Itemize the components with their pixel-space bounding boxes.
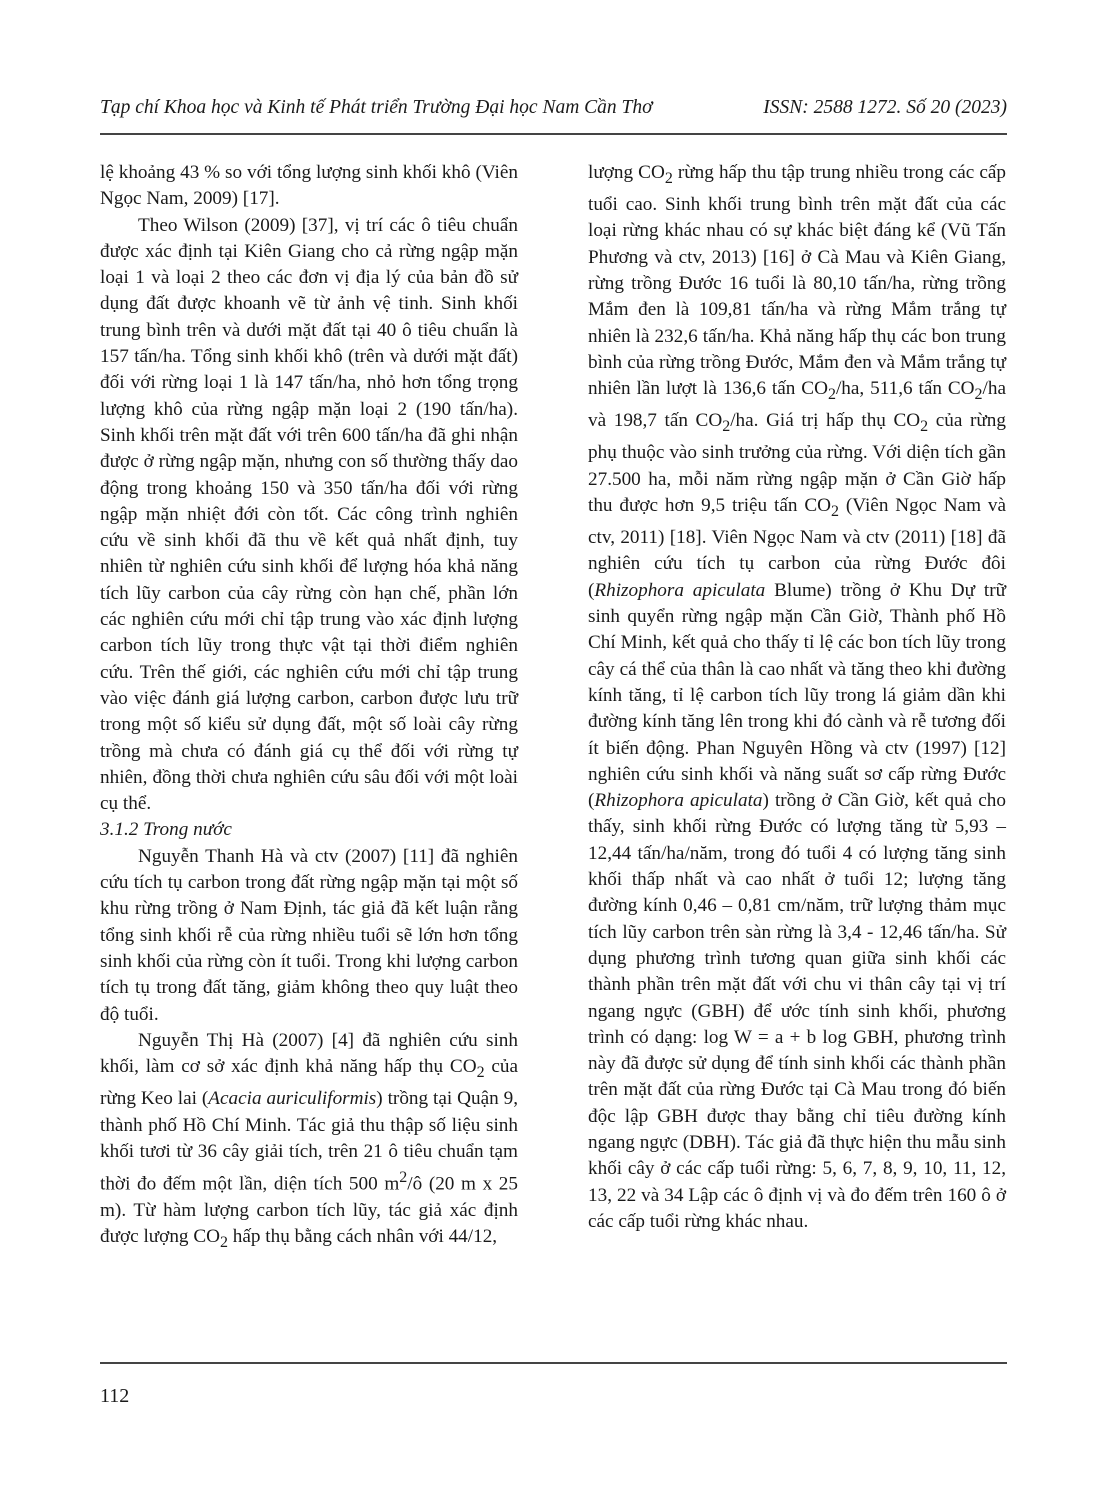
section-subheading: 3.1.2 Trong nước <box>100 819 232 841</box>
header-rule <box>100 133 1007 135</box>
journal-title: Tạp chí Khoa học và Kinh tế Phát triển Trường Đại học Nam Cần Thơ <box>100 97 653 118</box>
left-column <box>100 160 518 1256</box>
running-header <box>100 96 1007 120</box>
footer-rule <box>100 1362 1007 1364</box>
issn-issue: ISSN: 2588 1272. Số 20 (2023) <box>763 97 1007 118</box>
page-number: 112 <box>100 1385 130 1407</box>
paragraph: Nguyễn Thị Hà (2007) [4] đã nghiên cứu sinh khối, làm cơ sở xác định khả năng hấp thụ $CO_2$ của rừng Keo lai (Acacia auriculiformis) trồng tại Quận 9, thành phố Hồ Chí Minh. Tác giả thu thập số liệu sinh khối tươi từ 36 cây giải tích, trên 21 ô tiêu chuẩn tạm thời đo đếm một lần, diện tích 500 $m^2/ô$ (20 m x 25 m). Từ hàm lượng carbon tích lũy, tác giả xác định được lượng $CO_2$ hấp thụ bằng cách nhân với 44/12, <box>100 1029 518 1251</box>
paragraph: Theo Wilson (2009) [37], vị trí các ô tiêu chuẩn được xác định tại Kiên Giang cho cả rừng ngập mặn loại 1 và loại 2 theo các đơn vị địa lý của bản đồ sử dụng đất được khoanh vẽ từ ảnh vệ tinh. Sinh khối trung bình trên và dưới mặt đất tại 40 ô tiêu chuẩn là 157 tấn/ha. Tổng sinh khối khô (trên và dưới mặt đất) đối với rừng loại 1 là 147 tấn/ha, nhỏ hơn tổng trọng lượng khô của rừng ngập mặn loại 2 (190 tấn/ha). Sinh khối trên mặt đất với trên 600 tấn/ha đã ghi nhận được ở rừng ngập mặn, nhưng con số thường thấy dao động trong khoảng 150 và 350 tấn/ha đối với rừng ngập mặn nhiệt đới còn tốt. Các công trình nghiên cứu về sinh khối đã thu về kết quả nhất định, tuy nhiên từ nghiên cứu sinh khối để lượng hóa khả năng tích lũy carbon của cây rừng còn hạn chế, phần lớn các nghiên cứu mới chỉ tập trung vào xác định lượng carbon tích lũy trong thực vật tại thời điểm nghiên cứu. Trên thế giới, các nghiên cứu mới chỉ tập trung vào việc đánh giá lượng carbon, carbon được lưu trữ trong một số kiểu sử dụng đất, một số loài cây rừng trồng mà chưa có đánh giá cụ thể đối với rừng tự nhiên, đồng thời chưa nghiên cứu sâu đối với một loài cụ thể. <box>100 214 518 815</box>
paragraph: lệ khoảng 43 % so với tổng lượng sinh khối khô (Viên Ngọc Nam, 2009) [17]. <box>100 162 518 210</box>
paragraph: Nguyễn Thanh Hà và ctv (2007) [11] đã nghiên cứu tích tụ carbon trong đất rừng ngập mặn tại một số khu rừng trồng ở Nam Định, tác giả đã kết luận rằng tổng sinh khối rễ của rừng nhiều tuổi sẽ lớn hơn tổng sinh khối của rừng còn ít tuổi. Trong khi lượng carbon tích tụ trong đất tăng, giảm không theo quy luật theo độ tuổi. <box>100 845 518 1025</box>
paragraph: lượng $CO_2$ rừng hấp thu tập trung nhiều trong các cấp tuổi cao. Sinh khối trung bình trên mặt đất của các loại rừng khác nhau có sự khác biệt đáng kể (Vũ Tấn Phương và ctv, 2013) [16] ở Cà Mau và Kiên Giang, rừng trồng Đước 16 tuổi là 80,10 tấn/ha, rừng trồng Mắm đen là 109,81 tấn/ha và rừng Mắm trắng tự nhiên là 232,6 tấn/ha. Khả năng hấp thụ các bon trung bình của rừng trồng Đước, Mắm đen và Mắm trắng tự nhiên lần lượt là 136,6 tấn $CO_2/ha$, 511,6 tấn $CO_2/ha$ và 198,7 tấn $CO_2/ha$. Giá trị hấp thụ $CO_2$ của rừng phụ thuộc vào sinh trưởng của rừng. Với diện tích gần 27.500 ha, mỗi năm rừng ngập mặn ở Cần Giờ hấp thu được hơn 9,5 triệu tấn $CO_2$ (Viên Ngọc Nam và ctv, 2011) [18]. Viên Ngọc Nam và ctv (2011) [18] đã nghiên cứu tích tụ carbon của rừng Đước đôi (Rhizophora apiculata Blume) trồng ở Khu Dự trữ sinh quyển rừng ngập mặn Cần Giờ, Thành phố Hồ Chí Minh, kết quả cho thấy tỉ lệ các bon tích lũy trong cây cá thể của thân là cao nhất và tăng theo khi đường kính tăng, tỉ lệ carbon tích lũy trong lá giảm dần khi đường kính tăng lên trong khi đó cành và rễ tương đối ít biến động. Phan Nguyên Hồng và ctv (1997) [12] nghiên cứu sinh khối và năng suất sơ cấp rừng Đước (Rhizophora apiculata) trồng ở Cần Giờ, kết quả cho thấy, sinh khối rừng Đước có lượng tăng từ 5,93 – 12,44 tấn/ha/năm, trong đó tuổi 4 có lượng tăng sinh khối thấp nhất và cao nhất ở tuổi 12; lượng tăng đường kính 0,46 – 0,81 cm/năm, trữ lượng thảm mục tích lũy carbon trên sàn rừng là 3,4 - 12,46 tấn/ha. Sử dụng phương trình tương quan giữa sinh khối các thành phần trên mặt đất với chu vi thân cây tại vị trí ngang ngực (GBH) để ước tính sinh khối, phương trình có dạng: log W = a + b log GBH, phương trình này đã được sử dụng để tính sinh khối các thành phần trên mặt đất của rừng Đước tại Cà Mau trong đó biến độc lập GBH được thay bằng chỉ tiêu đường kính ngang ngực (DBH). Tác giả đã thực hiện thu mẫu sinh khối cây ở các cấp tuổi rừng: 5, 6, 7, 8, 9, 10, 11, 12, 13, 22 và 34 Lập các ô định vị và đo đếm trên 160 ô ở các cấp tuổi rừng khác nhau. <box>588 162 1007 1232</box>
right-column <box>588 160 1006 1235</box>
